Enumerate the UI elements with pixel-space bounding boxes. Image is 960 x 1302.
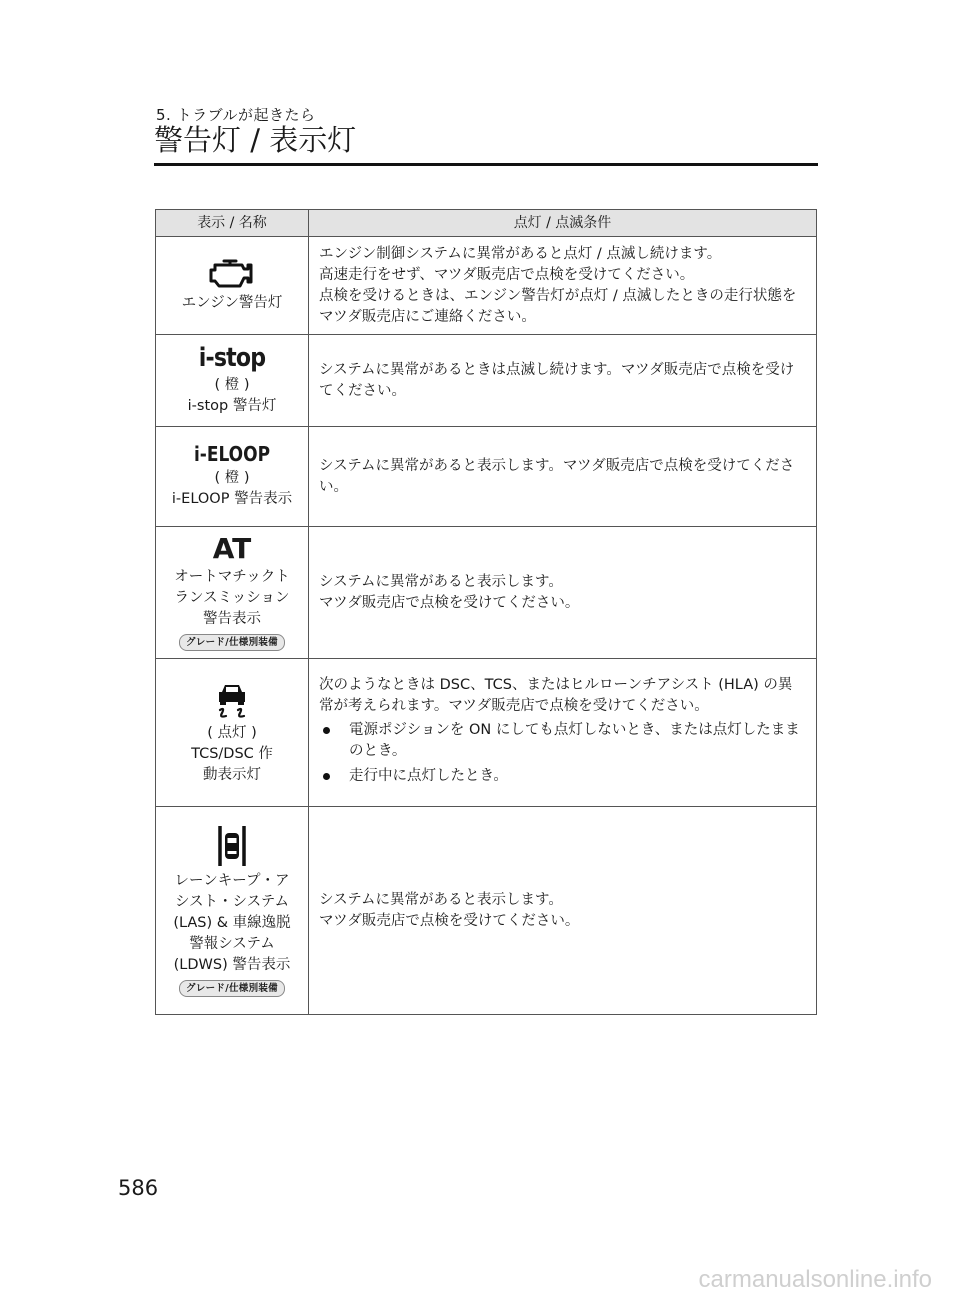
condition-cell: [309, 807, 817, 1015]
lane-keep-assist-icon: [217, 824, 247, 868]
i-eloop-icon: i-ELOOP: [193, 442, 271, 466]
table-row: [156, 335, 817, 427]
list-item: 電源ポジションを ON にしても点灯しないとき、または点灯したままのとき。: [319, 720, 804, 762]
condition-bullet-list: [319, 720, 804, 787]
indicator-cell: [156, 659, 309, 807]
title-rule: [154, 163, 818, 166]
warning-light-table: [155, 209, 817, 1015]
indicator-name: TCS/DSC 作動表示灯: [191, 745, 273, 783]
condition-cell: [309, 527, 817, 659]
grade-spec-badge: グレード/仕様別装備: [179, 634, 285, 651]
condition-text: システムに異常があると表示します。 マツダ販売店で点検を受けてください。: [319, 573, 580, 611]
condition-text: システムに異常があると表示します。 マツダ販売店で点検を受けてください。: [319, 891, 580, 929]
i-stop-icon: i-stop: [198, 343, 266, 373]
indicator-name: i-stop 警告灯: [187, 398, 277, 414]
indicator-cell: [156, 335, 309, 427]
grade-spec-badge: グレード/仕様別装備: [179, 980, 285, 997]
page-title: 警告灯 / 表示灯: [154, 123, 357, 157]
table-row: [156, 527, 817, 659]
indicator-cell: [156, 427, 309, 527]
table-row: [156, 427, 817, 527]
condition-text: システムに異常があるときは点滅し続けます。マツダ販売店で点検を受けてください。: [319, 361, 795, 399]
at-icon: AT: [212, 531, 252, 565]
tcs-dsc-icon: [212, 680, 252, 720]
indicator-name: エンジン警告灯: [181, 294, 283, 311]
engine-warning-icon: [207, 258, 257, 290]
condition-cell: [309, 659, 817, 807]
page-number: 586: [118, 1176, 159, 1200]
table-row: [156, 659, 817, 807]
list-item: 走行中に点灯したとき。: [319, 766, 804, 787]
indicator-cell: [156, 807, 309, 1015]
indicator-cell: [156, 527, 309, 659]
indicator-color-note: ( 橙 ): [214, 377, 250, 393]
condition-cell: [309, 427, 817, 527]
table-row: [156, 237, 817, 335]
table-header-row: [156, 210, 817, 237]
table-row: [156, 807, 817, 1015]
indicator-name: レーンキープ・アシスト・システム (LAS) & 車線逸脱警報システム (LDWS) 警告表示: [173, 872, 291, 973]
indicator-name: オートマチックトランスミッション警告表示: [174, 568, 290, 627]
chapter-heading: 5. トラブルが起きたら: [156, 106, 316, 124]
column-header-condition: 点灯 / 点滅条件: [309, 210, 817, 237]
watermark: carmanualsonline.info: [698, 1266, 932, 1293]
condition-text: システムに異常があると表示します。マツダ販売店で点検を受けてください。: [319, 457, 795, 495]
indicator-name: i-ELOOP 警告表示: [171, 491, 293, 507]
condition-cell: [309, 335, 817, 427]
indicator-color-note: ( 橙 ): [214, 470, 250, 486]
column-header-name: 表示 / 名称: [156, 210, 309, 237]
indicator-color-note: ( 点灯 ): [207, 724, 257, 741]
condition-text: 次のようなときは DSC、TCS、またはヒルローンチアシスト (HLA) の異常が考えられます。マツダ販売店で点検を受けてください。: [319, 676, 793, 714]
condition-text: エンジン制御システムに異常があると点灯 / 点滅し続けます。 高速走行をせず、マツダ販売店で点検を受けてください。 点検を受けるときは、エンジン警告灯が点灯 / 点滅したときの走行状態をマツダ販売店にご連絡ください。: [319, 245, 797, 325]
condition-cell: [309, 237, 817, 335]
indicator-cell: [156, 237, 309, 335]
